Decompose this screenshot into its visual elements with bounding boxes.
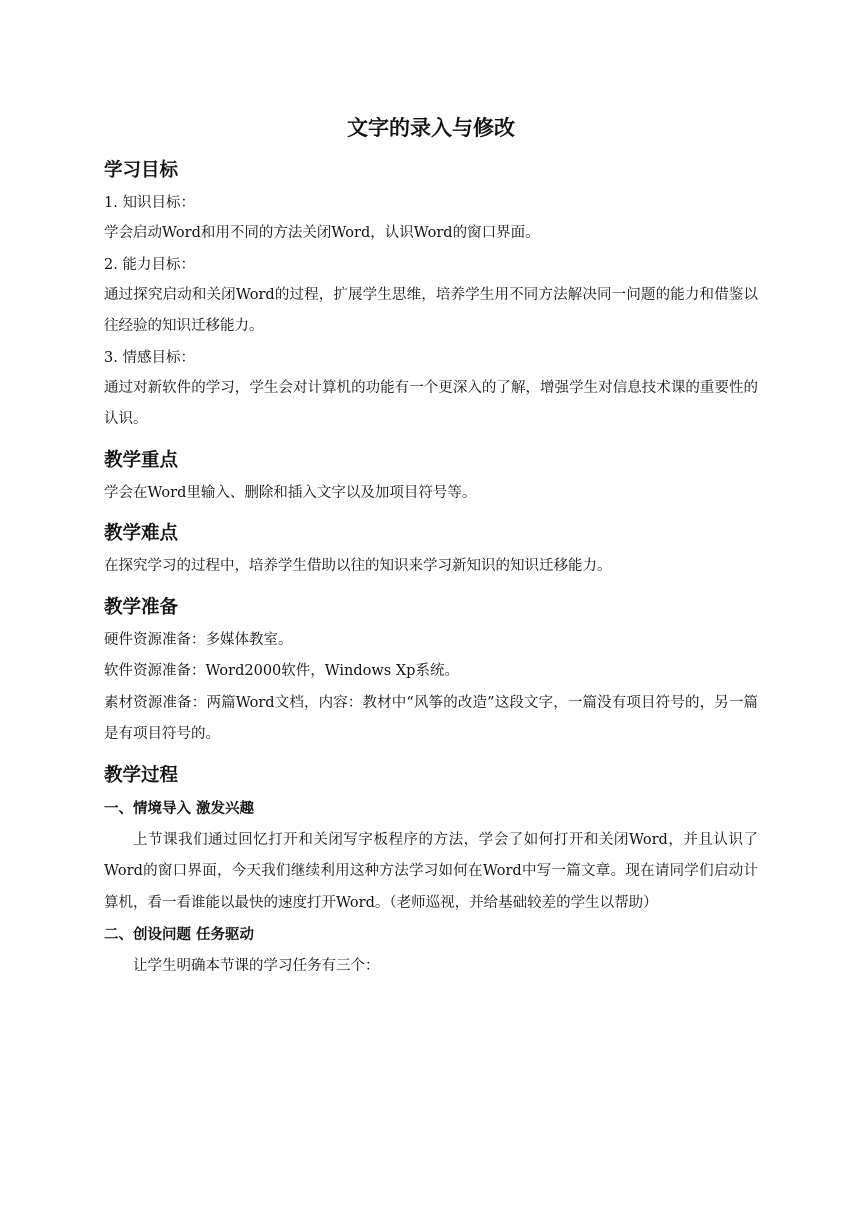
heading-preparation: 教学准备: [104, 596, 179, 618]
objective-2-text: 通过探究启动和关闭Word的过程，扩展学生思维，培养学生用不同方法解决同一问题的能力和借鉴以往经验的知识迁移能力。: [104, 286, 758, 334]
objective-1-text: 学会启动Word和用不同的方法关闭Word，认识Word的窗口界面。: [104, 225, 540, 241]
difficulties-text: 在探究学习的过程中，培养学生借助以往的知识来学习新知识的知识迁移能力。: [104, 558, 612, 574]
preparation-software: 软件资源准备：Word2000软件，Windows Xp系统。: [104, 663, 459, 679]
document-title: 文字的录入与修改: [347, 116, 515, 140]
objective-1-label: 1. 知识目标：: [104, 195, 195, 211]
objective-3-text: 通过对新软件的学习，学生会对计算机的功能有一个更深入的了解，增强学生对信息技术课的重要性的认识。: [104, 379, 758, 427]
process-step-2-heading: 二、创设问题 任务驱动: [104, 927, 255, 943]
preparation-hardware: 硬件资源准备：多媒体教室。: [104, 631, 293, 648]
preparation-materials: 素材资源准备：两篇Word文档，内容：教材中“风筝的改造”这段文字，一篇没有项目符号的，另一篇是有项目符号的。: [104, 694, 758, 742]
process-step-2-text: 让学生明确本节课的学习任务有三个：: [133, 958, 380, 974]
heading-process: 教学过程: [104, 764, 179, 786]
document-page: [104, 108, 758, 983]
heading-key-points: 教学重点: [104, 449, 179, 471]
heading-difficulties: 教学难点: [104, 523, 179, 544]
objective-3-label: 3. 情感目标：: [104, 349, 195, 366]
process-step-1-text: 上节课我们通过回忆打开和关闭写字板程序的方法，学会了如何打开和关闭Word，并且认识了Word的窗口界面，今天我们继续利用这种方法学习如何在Word中写一篇文章。现在请同学们启动计算机，看一看谁能以最快的速度打开Word。（老师巡视，并给基础较差的学生以帮助）: [104, 831, 758, 911]
heading-objectives: 学习目标: [104, 160, 179, 181]
objective-2-label: 2. 能力目标：: [104, 256, 195, 273]
process-step-1-heading: 一、情境导入 激发兴趣: [104, 800, 255, 817]
key-points-text: 学会在Word里输入、删除和插入文字以及加项目符号等。: [104, 484, 477, 501]
